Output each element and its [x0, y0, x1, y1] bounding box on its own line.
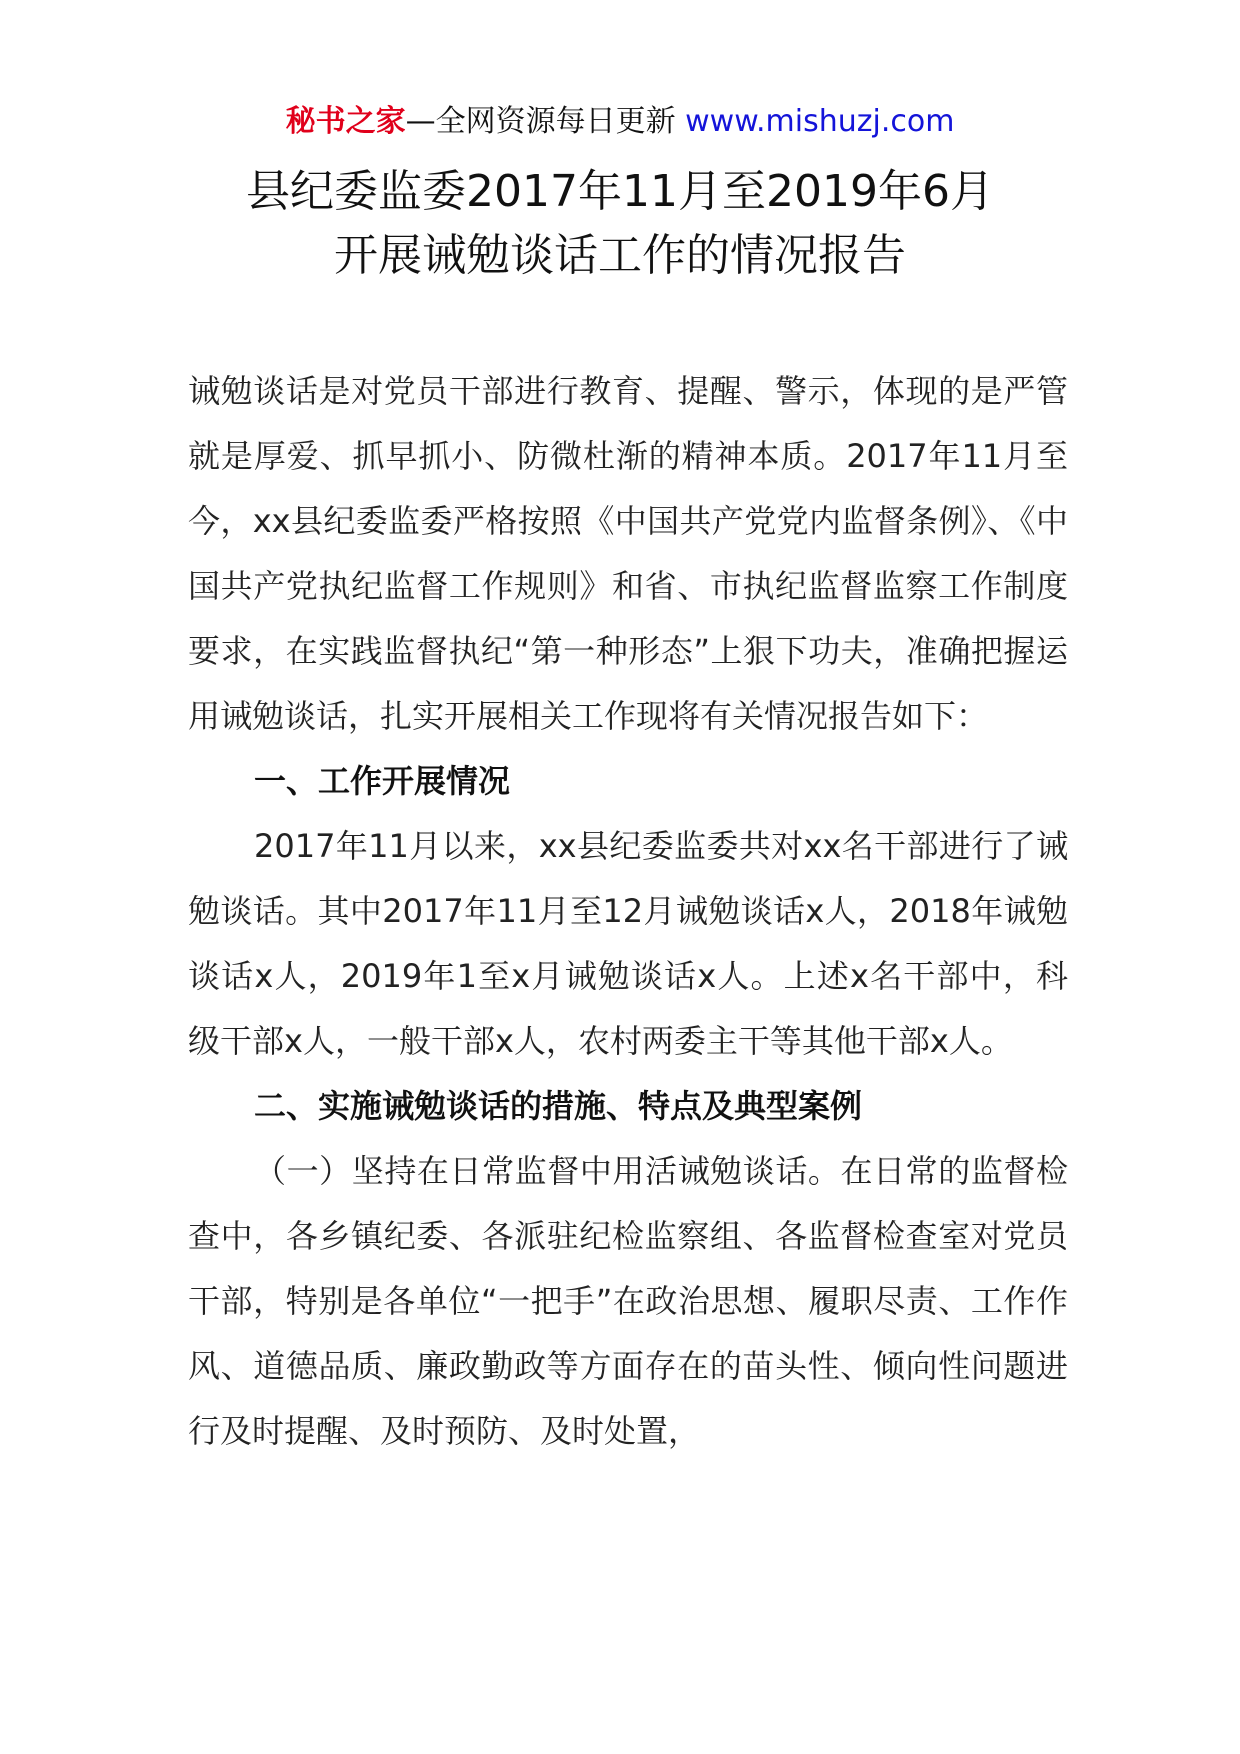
section-paragraph-1: 2017年11月以来，xx县纪委监委共对xx名干部进行了诫勉谈话。其中2017年11月至12月诫勉谈话x人，2018年诫勉谈话x人，2019年1至x月诫勉谈话x人。上述x名干部中，科级干部x人，一般干部x人，农村两委主干等其他干部x人。 — [188, 827, 1068, 1060]
site-url-link[interactable]: www.mishuzj.com — [685, 104, 955, 139]
section-paragraph-2: （一）坚持在日常监督中用活诫勉谈话。在日常的监督检查中，各乡镇纪委、各派驻纪检监察组、各监督检查室对党员干部，特别是各单位“一把手”在政治思想、履职尽责、工作作风、道德品质、廉政勤政等方面存在的苗头性、倾向性问题进行及时提醒、及时预防、及时处置， — [188, 1152, 1068, 1450]
site-brand: 秘书之家 — [285, 104, 406, 139]
document-body — [188, 359, 1068, 1464]
intro-paragraph: 诫勉谈话是对党员干部进行教育、提醒、警示，体现的是严管就是厚爱、抓早抓小、防微杜渐的精神本质。2017年11月至今，xx县纪委监委严格按照《中国共产党党内监督条例》、《中国共产党执纪监督工作规则》和省、市执纪监督监察工作制度要求，在实践监督执纪“第一种形态”上狠下功夫，准确把握运用诫勉谈话，扎实开展相关工作现将有关情况报告如下： — [188, 372, 1068, 735]
title-line-2: 开展诫勉谈话工作的情况报告 — [334, 230, 906, 281]
site-header — [0, 100, 1240, 144]
section-heading-1: 一、工作开展情况 — [254, 762, 511, 800]
document-title — [0, 160, 1240, 288]
site-tagline: —全网资源每日更新 — [405, 104, 676, 139]
title-line-1: 县纪委监委2017年11月至2019年6月 — [246, 166, 994, 217]
section-heading-2: 二、实施诫勉谈话的措施、特点及典型案例 — [254, 1087, 863, 1125]
